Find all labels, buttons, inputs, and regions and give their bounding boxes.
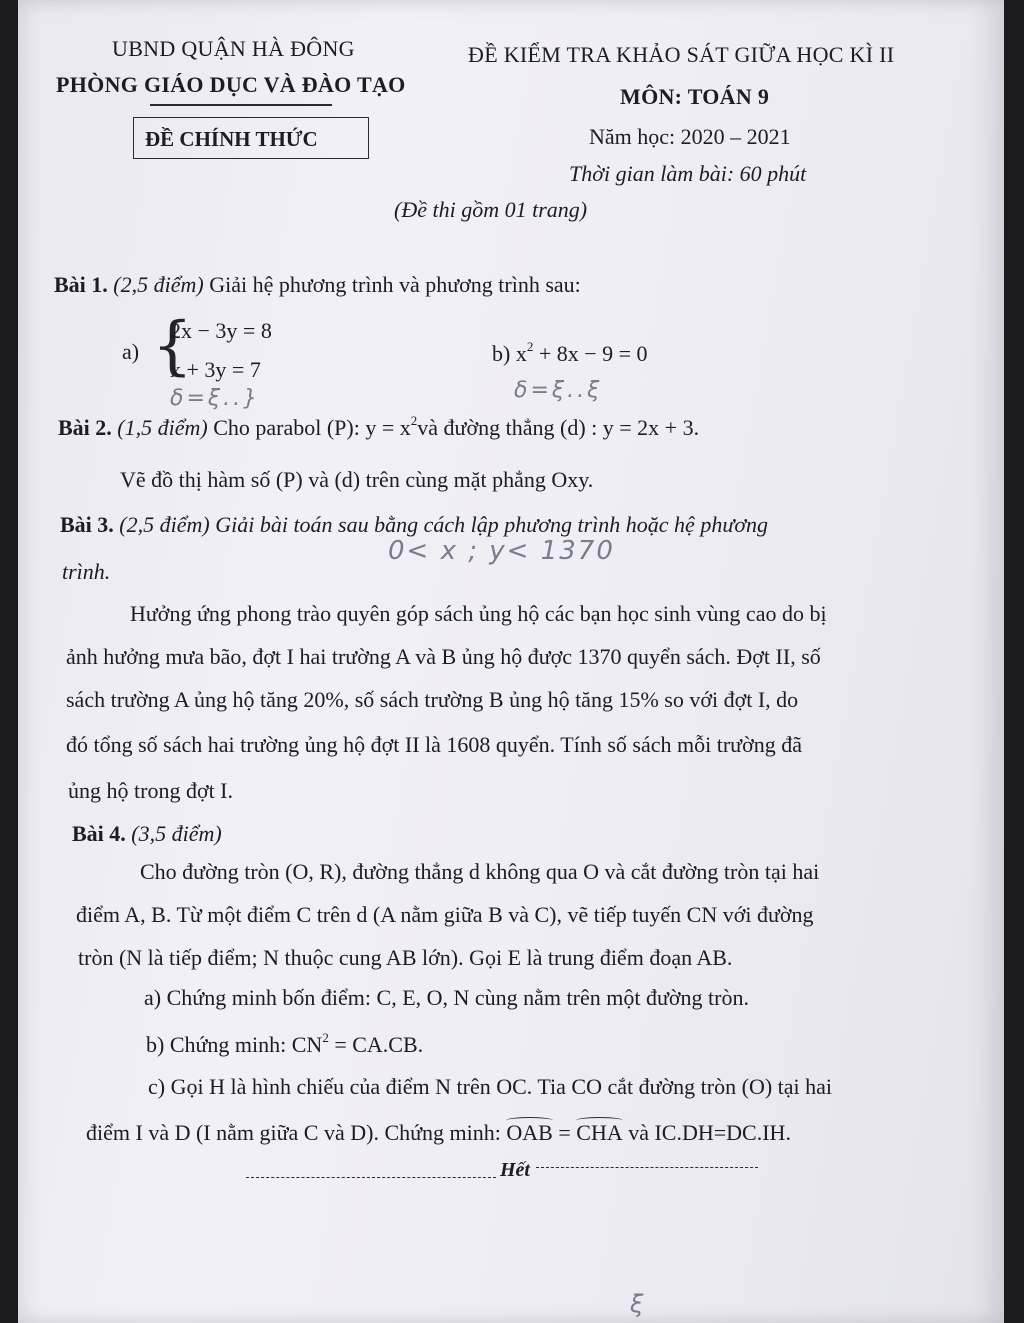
bai3-line-5: ủng hộ trong đợt I. [68,778,234,803]
bai4-b [146,1029,424,1057]
exam-paper [18,0,1004,1323]
angle-oab-text: OAB [506,1120,553,1145]
angle-eq-sign: = [558,1120,571,1145]
bai2-label: Bài 2. [58,415,112,440]
bai4-b-sup: 2 [322,1029,329,1045]
bai4-heading [72,823,222,845]
bai4-line-1: Cho đường tròn (O, R), đường thẳng d không qua O và cắt đường tròn tại hai [140,859,820,884]
bai2-eq-p-pre: y = x [365,415,411,440]
bai4-label: Bài 4. [72,821,126,846]
bai1-heading [54,274,581,296]
bai2-eq-d: (d) : y = 2x + 3. [560,415,700,440]
bai3-line-1: Hưởng ứng phong trào quyên góp sách ủng hộ các bạn học sinh vùng cao do bị [130,601,827,626]
bai1-points: (2,5 điểm) [113,272,204,297]
bai4-c-line2-post: và IC.DH=DC.IH. [628,1120,791,1145]
bai4-points: (3,5 điểm) [131,821,222,846]
bai1-b-label: b) [492,341,511,366]
bai2-line2: Vẽ đồ thị hàm số (P) và (d) trên cùng mặt phẳng Oxy. [120,467,594,492]
bai1-a-eq2: x + 3y = 7 [170,357,261,382]
bai4-c-line1: c) Gọi H là hình chiếu của điểm N trên OC. Tia CO cắt đường tròn (O) tại hai [148,1074,833,1099]
angle-cha-text: CHA [576,1120,623,1145]
bai1-prompt: Giải hệ phương trình và phương trình sau: [209,272,581,297]
bai3-line-2: ảnh hưởng mưa bão, đợt I hai trường A và B ủng hộ được 1370 quyển sách. Đợt II, số [66,644,821,669]
subject: MÔN: TOÁN 9 [620,84,770,109]
official-label: ĐỀ CHÍNH THỨC [145,127,318,151]
end-dash-right [536,1167,758,1168]
bai3-points: (2,5 điểm) [119,512,210,537]
bai1-a-label: a) [122,339,140,364]
handwritten-note-2: δ=ξ..ξ [514,378,603,403]
bai3-line-4: đó tổng số sách hai trường ủng hộ đợt II là 1608 quyển. Tính số sách mỗi trường đã [66,732,802,757]
bai4-a: a) Chứng minh bốn điểm: C, E, O, N cùng nằm trên một đường tròn. [144,985,749,1010]
bai2-prompt-pre: Cho parabol (P): [213,415,360,440]
handwritten-note-3: 0< x ; y< 1370 [388,536,615,566]
office-name: PHÒNG GIÁO DỤC VÀ ĐÀO TẠO [56,72,406,97]
system-brace: { [152,309,193,383]
angle-cha [576,1122,622,1144]
bai1-label: Bài 1. [54,272,108,297]
office-underline [150,104,332,106]
district-name: UBND QUẬN HÀ ĐÔNG [112,36,355,61]
bai1-b-eq-pre: x [515,341,527,366]
bai3-prompt-cont: trình. [62,559,111,584]
bai2-points: (1,5 điểm) [117,415,208,440]
bai3-prompt: Giải bài toán sau bằng cách lập phương trình hoặc hệ phương [215,512,769,537]
bai3-line-3: sách trường A ủng hộ tăng 20%, số sách trường B ủng hộ tăng 15% so với đợt I, do [66,687,799,712]
bai1-a-eq1: 2x − 3y = 8 [170,318,272,343]
bai4-b-pre: b) Chứng minh: CN [146,1032,323,1057]
bai3-heading [60,514,768,536]
school-year: Năm học: 2020 – 2021 [589,124,791,149]
duration: Thời gian làm bài: 60 phút [569,161,807,186]
handwritten-note-1: δ=ξ..} [170,386,261,411]
bai2-heading [58,412,700,440]
end-dash-left [246,1177,496,1178]
bai2-prompt-mid: và đường thẳng [417,415,555,440]
bai4-c-line2-pre: điểm I và D (I nằm giữa C và D). Chứng minh: [86,1120,501,1145]
bai2-eq-p-sup: 2 [410,412,418,428]
bai1-b-eq-sup: 2 [526,338,534,354]
bai4-line-3: tròn (N là tiếp điểm; N thuộc cung AB lớn). Gọi E là trung điểm đoạn AB. [78,945,733,970]
pages-note: (Đề thi gồm 01 trang) [394,197,588,222]
end-mark: Hết [500,1159,530,1181]
bai3-label: Bài 3. [60,512,114,537]
bai1-b [492,338,648,366]
angle-oab [506,1122,552,1144]
exam-title: ĐỀ KIỂM TRA KHẢO SÁT GIỮA HỌC KÌ II [468,42,895,67]
angle-cha-arc [576,1117,622,1124]
bai4-c-line2 [86,1122,791,1144]
bai4-line-2: điểm A, B. Từ một điểm C trên d (A nằm giữa B và C), vẽ tiếp tuyến CN với đường [76,902,814,927]
bai4-b-post: = CA.CB. [328,1032,424,1057]
angle-oab-arc [506,1117,552,1124]
handwritten-note-4: ξ [630,1290,647,1318]
bai1-b-eq-post: + 8x − 9 = 0 [533,341,648,366]
